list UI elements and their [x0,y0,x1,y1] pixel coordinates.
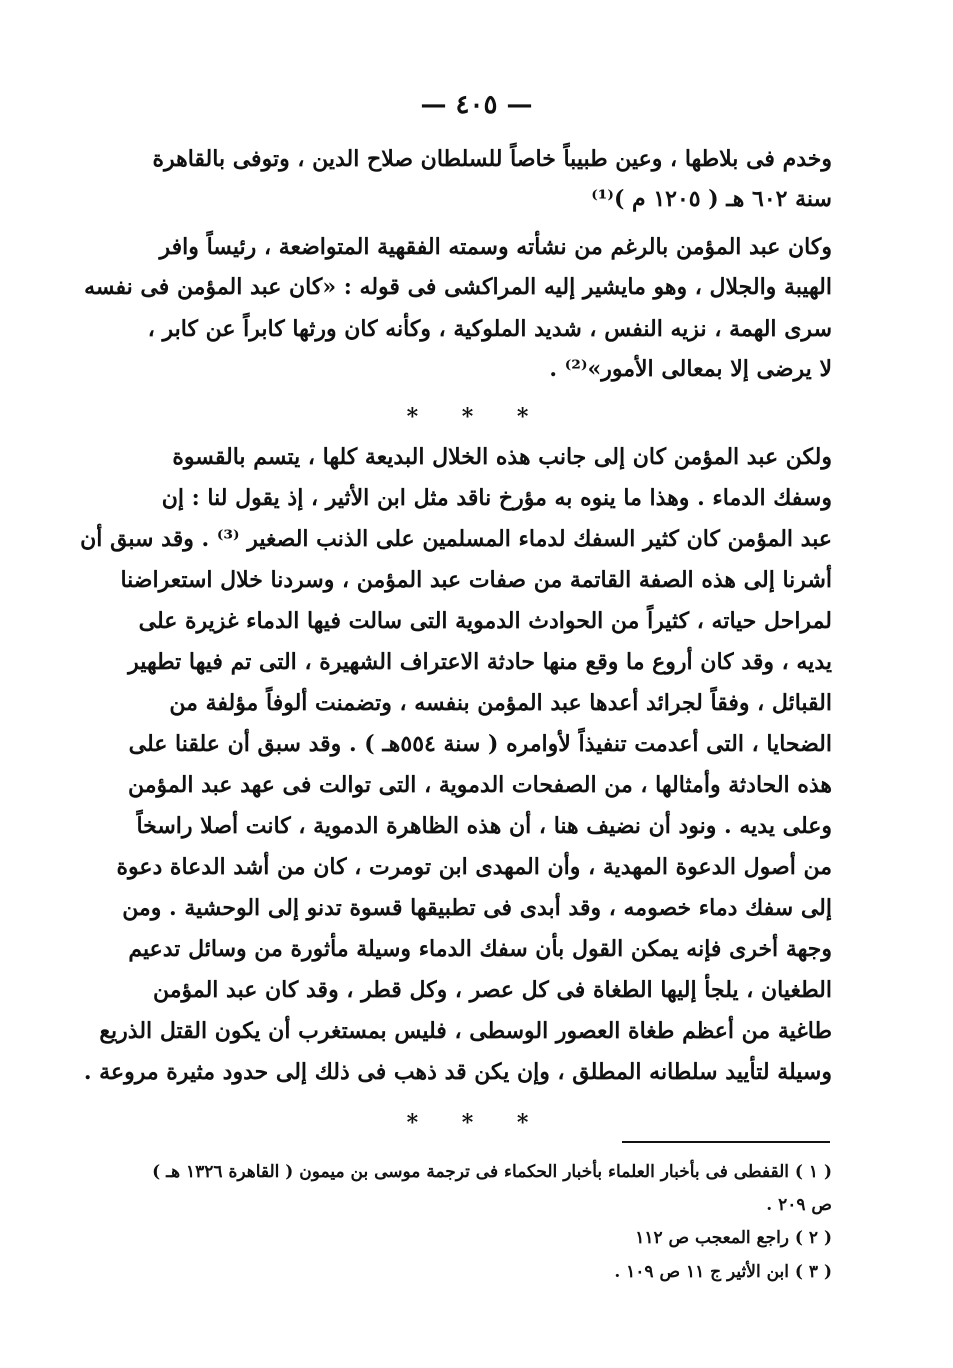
text-line: سنة ٦٠٢ هـ ( ١٢٠٥ م )⁽¹⁾ [591,186,832,212]
text-line: سرى الهمة ، نزيه النفس ، شديد الملوكية ، وكأنه كان ورثها كابراً عن كابر ، [147,316,832,342]
text-line: وجهة أخرى فإنه يمكن القول بأن سفك الدماء وسيلة مأثورة من وسائل تدعيم [128,936,832,962]
text-line: يديه ، وقد كان أروع ما وقع منها حادثة الاعتراف الشهيرة ، التى تم فيها تطهير [128,649,832,675]
text-line: طاغية من أعظم طغاة العصور الوسطى ، فليس بمستغرب أن يكون القتل الذريع [99,1018,832,1044]
text-line: لا يرضى إلا بمعالى الأمور»⁽²⁾ . [549,356,832,382]
text-line: هذه الحادثة وأمثالها ، من الصفحات الدموية ، التى توالت فى عهد عبد المؤمن [128,772,832,798]
section-divider-stars: * * * [406,1110,547,1136]
section-divider-stars: * * * [406,404,547,430]
text-line: وسيلة لتأييد سلطانه المطلق ، وإن يكن قد ذهب فى ذلك إلى حدود مثيرة مروعة . [83,1059,832,1085]
text-line: الطغيان ، يلجأ إليها الطغاة فى كل عصر ، وكل قطر ، وقد كان عبد المؤمن [152,977,832,1003]
footnote-line: ( ٢ ) راجع المعجب ص ١١٢ [635,1228,832,1248]
text-line: أشرنا إلى هذه الصفة القاتمة من صفات عبد المؤمن ، وسردنا خلال استعراضنا [120,567,832,593]
text-line: عبد المؤمن كان كثير السفك لدماء المسلمين على الذنب الصغير ⁽³⁾ . وقد سبق أن [80,526,832,552]
text-line: وخدم فى بلاطها ، وعين طبيباً خاصاً للسلطان صلاح الدين ، وتوفى بالقاهرة [152,146,832,172]
text-line: ولكن عبد المؤمن كان إلى جانب هذه الخلال البديعة كلها ، يتسم بالقسوة [172,444,832,470]
footnote-line: ص ٢٠٩ . [766,1195,832,1215]
text-line: لمراحل حياته ، كثيراً من الحوادث الدموية التى سالت فيها الدماء غزيرة على [138,608,832,634]
footnote-line: ( ٣ ) ابن الأثير ج ١١ ص ١٠٩ . [614,1262,832,1282]
text-line: وسفك الدماء . وهذا ما ينوه به مؤرخ ناقد مثل ابن الأثير ، إذ يقول لنا : إن [161,485,832,511]
text-line: الضحايا ، التى أعدمت تنفيذاً لأوامره ( سنة ٥٥٤هـ ) . وقد سبق أن علقنا على [128,731,832,757]
text-line: القبائل ، وفقاً لجرائد أعدها عبد المؤمن بنفسه ، وتضمنت ألوفاً مؤلفة من [169,690,832,716]
page-number: — ٤٠٥ — [420,90,533,120]
text-line: إلى سفك دماء خصومه ، وقد أبدى فى تطبيقها قسوة تدنو إلى الوحشية . ومن [122,895,832,921]
text-line: وكان عبد المؤمن بالرغم من نشأته وسمته الفقهية المتواضعة ، رئيساً وافر [159,234,832,260]
text-line: وعلى يديه . ونود أن نضيف هنا ، أن هذه الظاهرة الدموية ، كانت أصلا راسخاً [136,813,832,839]
text-line: من أصول الدعوة المهدية ، وأن المهدى ابن تومرت ، كان من أشد الدعاة دعوة [116,854,832,880]
footnotes [132,0,832,1368]
text-line: الهيبة والجلال ، وهو مايشير إليه المراكشى فى قوله : «كان عبد المؤمن فى نفسه [84,274,832,300]
footnote-line: ( ١ ) القفطى فى بأخبار العلماء بأخبار الحكماء فى ترجمة موسى بن ميمون ( القاهرة ١٣٢٦ هـ ) [152,1162,832,1182]
